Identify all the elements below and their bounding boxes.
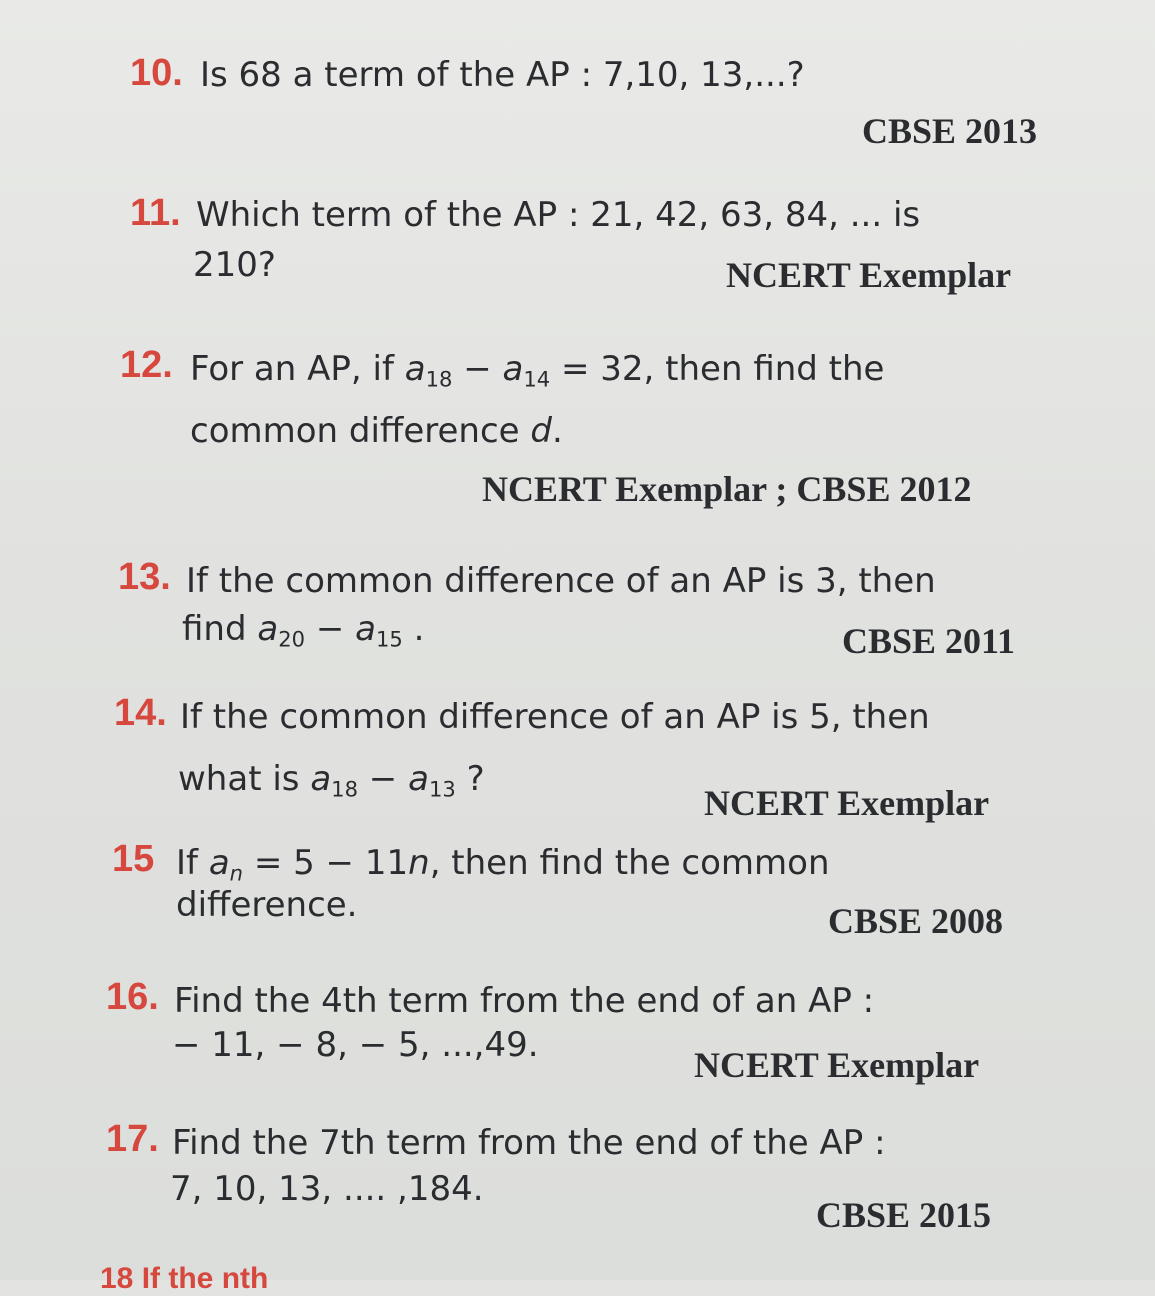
question-text-line2: 210? (193, 245, 276, 285)
question-text-line2: common difference d. (190, 411, 563, 451)
question-number: 13. (118, 556, 171, 598)
question-number: 15 (112, 838, 155, 880)
question-text-line2: − 11, − 8, − 5, ...,49. (172, 1025, 539, 1065)
question-number: 17. (106, 1118, 159, 1160)
question-text: If the common difference of an AP is 3, then (186, 561, 936, 601)
question-source: NCERT Exemplar (704, 783, 990, 823)
question-number: 10. (130, 52, 183, 94)
question-text-line2: 7, 10, 13, .... ,184. (170, 1169, 484, 1209)
question-text: If the common difference of an AP is 5, then (180, 697, 930, 737)
question-text-line2: find $a_{20} - a_{15}$ . (182, 609, 425, 652)
question-source: CBSE 2015 (816, 1195, 992, 1235)
question-text: Which term of the AP : 21, 42, 63, 84, ... is (196, 195, 921, 235)
question-text: If $a_n = 5 - 11n$, then find the common (176, 843, 830, 886)
question-source: CBSE 2013 (862, 111, 1038, 151)
question-source: CBSE 2011 (842, 621, 1016, 661)
question-text: Find the 7th term from the end of the AP : (172, 1123, 886, 1163)
question-source: NCERT Exemplar ; CBSE 2012 (482, 469, 972, 509)
question-source: NCERT Exemplar (694, 1045, 980, 1085)
question-number: 16. (106, 976, 159, 1018)
question-source: NCERT Exemplar (726, 255, 1012, 295)
question-text-line2: what is $a_{18} - a_{13}$ ? (178, 759, 485, 802)
question-text: Find the 4th term from the end of an AP : (174, 981, 875, 1021)
question-number: 12. (120, 344, 173, 386)
question-number: 11. (130, 192, 181, 234)
cutoff-question-text: 18 If the nth (100, 1262, 269, 1295)
question-number: 14. (114, 692, 167, 734)
question-source: CBSE 2008 (828, 901, 1004, 941)
question-text-line2: difference. (176, 885, 358, 925)
question-text: Is 68 a term of the AP : 7,10, 13,...? (200, 55, 805, 95)
question-text: For an AP, if $a_{18} - a_{14} = 32$, then find the (190, 349, 885, 392)
